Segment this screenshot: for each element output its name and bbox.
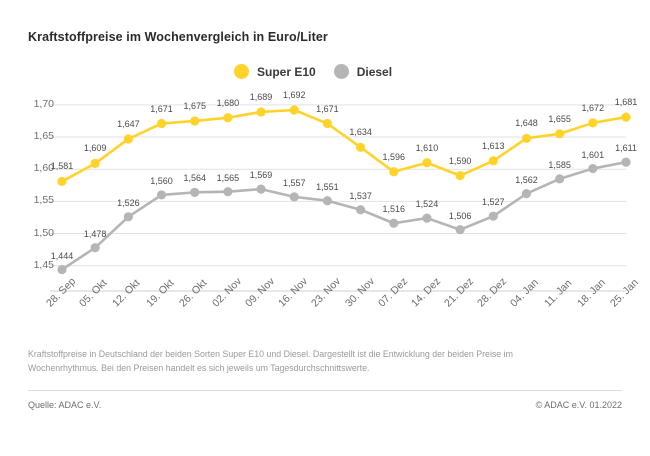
- x-axis-tick-label: 30. Nov: [342, 275, 377, 310]
- y-axis-tick-label: 1,45: [33, 258, 54, 271]
- data-point: [290, 105, 299, 114]
- x-axis-tick-label: 14. Dez: [408, 275, 444, 310]
- page-title: Kraftstoffpreise im Wochenvergleich in Euro/Liter: [28, 30, 328, 44]
- legend-label-super-e10: Super E10: [257, 64, 316, 79]
- data-point: [91, 243, 100, 252]
- data-point: [489, 156, 498, 165]
- data-point: [57, 265, 66, 274]
- y-axis-tick-label: 1,65: [33, 130, 54, 143]
- x-axis-tick-label: 11. Jan: [541, 277, 574, 310]
- data-point-label: 1,648: [515, 118, 538, 129]
- y-axis-tick-label: 1,60: [33, 162, 54, 175]
- x-axis-tick-label: 26. Okt: [176, 277, 210, 310]
- data-point-label: 1,569: [249, 170, 273, 181]
- data-point: [256, 107, 265, 116]
- data-point: [157, 190, 166, 199]
- data-point-label: 1,524: [415, 199, 439, 210]
- data-point-label: 1,634: [349, 127, 372, 138]
- y-axis-tick-label: 1,55: [33, 194, 54, 207]
- data-point: [57, 177, 66, 186]
- data-point-label: 1,564: [183, 173, 206, 184]
- data-point-label: 1,596: [382, 151, 406, 162]
- data-point: [456, 225, 465, 234]
- x-axis-tick-label: 16. Nov: [276, 275, 311, 310]
- data-point-label: 1,565: [216, 172, 240, 183]
- data-point: [621, 112, 630, 121]
- data-point-label: 1,560: [150, 175, 173, 186]
- data-point-label: 1,557: [282, 177, 306, 188]
- data-point-label: 1,689: [249, 91, 273, 102]
- y-axis-tick-label: 1,70: [33, 97, 54, 110]
- data-point-label: 1,581: [50, 161, 74, 172]
- data-point: [124, 212, 133, 221]
- data-point-label: 1,506: [448, 210, 472, 221]
- data-point-label: 1,516: [382, 204, 406, 215]
- data-point: [356, 143, 365, 152]
- data-point: [522, 189, 531, 198]
- data-point-label: 1,590: [448, 155, 472, 166]
- data-point: [157, 119, 166, 128]
- data-point-label: 1,551: [316, 181, 339, 192]
- x-axis-tick-label: 09. Nov: [243, 275, 278, 310]
- data-point-label: 1,655: [548, 113, 571, 124]
- data-point-label: 1,526: [117, 197, 140, 208]
- x-axis-tick-label: 04. Jan: [508, 276, 542, 310]
- footnote-text: Kraftstoffpreise in Deutschland der beiden Sorten Super E10 und Diesel. Dargestellt ist die Entwicklung der beiden Preise im Wochenrhythmus. Bei den Preisen handelt es sich jeweils um Tagesdurchschnittswerte.: [28, 349, 513, 373]
- data-point: [588, 118, 597, 127]
- x-axis-tick-label: 12. Okt: [110, 277, 143, 310]
- x-axis-tick-label: 28. Dez: [475, 275, 510, 310]
- data-point-label: 1,601: [581, 149, 605, 160]
- source-text: Quelle: ADAC e.V.: [28, 400, 102, 410]
- x-axis-tick-label: 19. Okt: [143, 277, 176, 310]
- data-point: [190, 188, 199, 197]
- data-point: [588, 164, 597, 173]
- data-point: [555, 129, 564, 138]
- data-point: [124, 134, 133, 143]
- data-point-label: 1,647: [117, 118, 140, 129]
- x-axis-tick-label: 21. Dez: [442, 275, 477, 310]
- data-point-label: 1,672: [581, 102, 605, 113]
- data-point: [456, 171, 465, 180]
- data-point-label: 1,537: [349, 190, 372, 201]
- data-point-label: 1,611: [615, 143, 637, 154]
- data-point: [223, 187, 232, 196]
- data-point: [190, 116, 199, 125]
- data-point: [91, 159, 100, 168]
- data-point-label: 1,681: [614, 97, 638, 108]
- x-axis-tick-label: 02. Nov: [209, 275, 244, 310]
- data-point-label: 1,478: [83, 228, 107, 239]
- x-axis-tick-label: 23. Nov: [309, 275, 344, 310]
- data-point: [422, 158, 431, 167]
- data-point: [356, 205, 365, 214]
- data-point-label: 1,585: [548, 159, 571, 170]
- data-point: [422, 213, 431, 222]
- x-axis-tick-label: 05. Okt: [77, 277, 110, 310]
- divider: [28, 390, 622, 391]
- data-point-label: 1,527: [482, 197, 505, 208]
- data-point-label: 1,680: [216, 97, 240, 108]
- y-axis-tick-label: 1,50: [33, 226, 54, 239]
- data-point: [256, 185, 265, 194]
- x-axis-tick-label: 18. Jan: [574, 276, 608, 310]
- data-point-label: 1,675: [183, 100, 206, 111]
- data-point: [389, 219, 398, 228]
- legend-label-diesel: Diesel: [356, 64, 393, 79]
- data-point: [621, 158, 630, 167]
- data-point: [323, 196, 332, 205]
- data-point-label: 1,692: [282, 90, 306, 100]
- data-point: [389, 167, 398, 176]
- data-point: [555, 174, 564, 183]
- data-point: [223, 113, 232, 122]
- data-point: [323, 119, 332, 128]
- data-point-label: 1,444: [50, 250, 74, 261]
- data-point-label: 1,562: [515, 174, 538, 185]
- x-axis-tick-label: 25. Jan: [608, 276, 641, 310]
- copyright-text: © ADAC e.V. 01.2022: [535, 400, 622, 410]
- data-point-label: 1,613: [482, 140, 505, 151]
- data-point-label: 1,609: [83, 143, 107, 154]
- x-axis-tick-label: 28. Sep: [44, 275, 79, 310]
- x-axis-tick-label: 07. Dez: [375, 275, 410, 310]
- data-point: [489, 212, 498, 221]
- data-point: [290, 192, 299, 201]
- data-point-label: 1,671: [316, 103, 339, 114]
- data-point-label: 1,671: [150, 103, 173, 114]
- data-point-label: 1,610: [415, 142, 439, 153]
- data-point: [522, 134, 531, 143]
